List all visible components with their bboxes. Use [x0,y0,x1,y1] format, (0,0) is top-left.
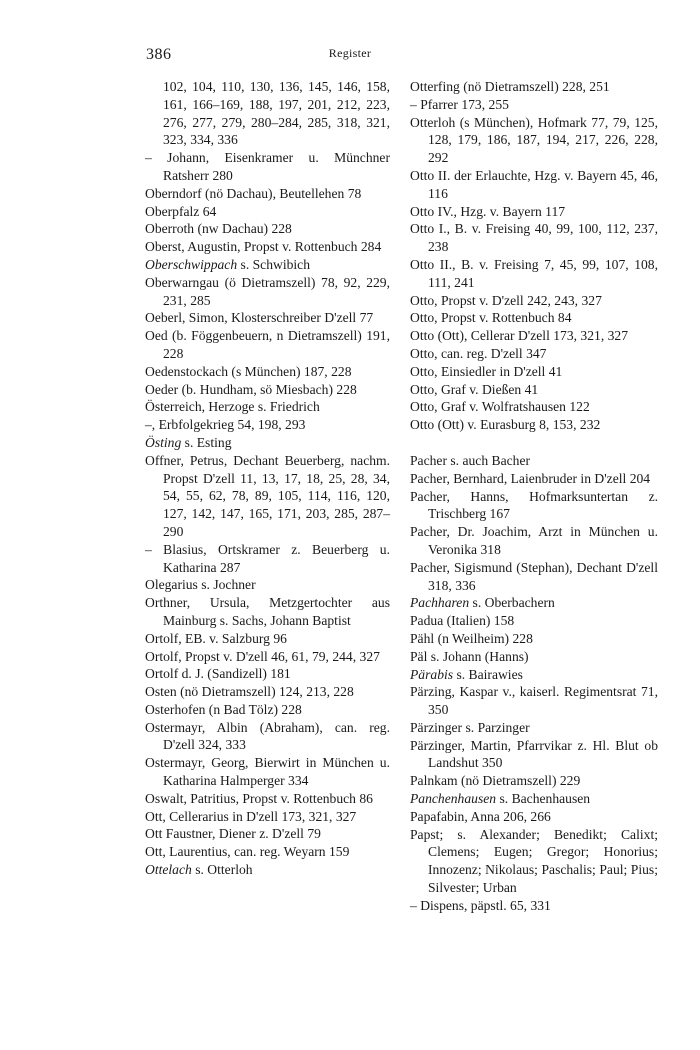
index-entry: Padua (Italien) 158 [410,613,515,629]
index-entry: Oberwarngau (ö Dietramszell) 78, 92, 229, 231, 285 [145,274,390,308]
index-entry: Ott, Cellerarius in D'zell 173, 321, 327 [145,808,357,824]
index-entry: Otto IV., Hzg. v. Bayern 117 [410,203,566,219]
index-entry: Ostermayr, Albin (Abraham), can. reg. D'zell 324, 333 [145,719,390,753]
index-entry: Oswalt, Patritius, Propst v. Rottenbuch 86 [145,790,373,806]
index-entry: Papafabin, Anna 206, 266 [410,808,551,824]
index-reference: s. Schwibich [237,256,310,272]
index-entry: Ortolf d. J. (Sandizell) 181 [145,666,291,682]
index-lemma: Pachharen [410,595,470,611]
index-entry: Otto, Propst v. Rottenbuch 84 [410,310,572,326]
index-reference: s. Esting [181,434,232,450]
index-entry: Osten (nö Dietramszell) 124, 213, 228 [145,684,354,700]
index-entry: Ortolf, Propst v. D'zell 46, 61, 79, 244, 327 [145,648,380,664]
index-entry: Ott Faustner, Diener z. D'zell 79 [145,826,321,842]
index-entry: Palnkam (nö Dietramszell) 229 [410,773,581,789]
index-entry: Oed (b. Föggenbeuern, n Dietramszell) 191, 228 [145,328,390,361]
index-entry [145,434,390,452]
index-entry: Otto II., B. v. Freising 7, 45, 99, 107, 108, 111, 241 [410,256,658,290]
index-entry: Pärzinger, Martin, Pfarrvikar z. Hl. Blut ob Landshut 350 [410,737,658,771]
index-entry: Ortolf, EB. v. Salzburg 96 [145,630,287,646]
index-entry: Otterfing (nö Dietramszell) 228, 251 [410,79,610,94]
index-entry: Österreich, Herzoge s. Friedrich [145,399,320,415]
index-entry: Pacher, Sigismund (Stephan), Dechant D'zell 318, 336 [410,559,658,593]
index-entry [145,861,390,879]
index-entry: Pacher, Dr. Joachim, Arzt in München u. Veronika 318 [410,524,658,557]
index-lemma: Panchenhausen [410,791,497,807]
index-entry: Pacher, Bernhard, Laienbruder in D'zell 204 [410,470,651,486]
index-entry [410,666,658,684]
index-entry: Otto, can. reg. D'zell 347 [410,345,547,361]
index-entry: Pärzing, Kaspar v., kaiserl. Regimentsrat 71, 350 [410,684,658,718]
index-reference: s. Bairawies [453,666,523,682]
index-entry: –, Erbfolgekrieg 54, 198, 293 [145,417,306,433]
index-entry [145,256,390,274]
index-entry: Pacher s. auch Bacher [410,452,531,468]
index-entry [410,594,658,612]
index-entry: Otto, Graf v. Dießen 41 [410,381,539,397]
index-entry: Pähl (n Weilheim) 228 [410,630,533,646]
index-entry: Otto (Ott) v. Eurasburg 8, 153, 232 [410,417,601,433]
index-entry: Ostermayr, Georg, Bierwirt in München u. Katharina Halmperger 334 [145,755,390,789]
index-entry: Oeberl, Simon, Klosterschreiber D'zell 77 [145,310,374,326]
index-lemma: Östing [145,434,182,450]
index-reference: s. Bachenhausen [496,791,591,807]
index-reference: s. Oberbachern [469,595,555,611]
page-number: 386 [146,46,172,63]
index-entry: Otto II. der Erlauchte, Hzg. v. Bayern 45, 46, 116 [410,167,658,201]
index-column-left [145,78,390,879]
index-column-right [410,78,658,915]
index-entry: Otto I., B. v. Freising 40, 99, 100, 112, 237, 238 [410,221,658,255]
index-entry: Pacher, Hanns, Hofmarksuntertan z. Trischberg 167 [410,488,658,522]
index-entry: Otto, Einsiedler in D'zell 41 [410,363,563,379]
index-entry: Oberpfalz 64 [145,203,217,219]
index-entry: Osterhofen (n Bad Tölz) 228 [145,701,302,717]
index-entry: Oberroth (nw Dachau) 228 [145,221,292,237]
index-entry: Pärzinger s. Parzinger [410,719,530,735]
index-entry: Oeder (b. Hundham, sö Miesbach) 228 [145,381,357,397]
index-entry: Ott, Laurentius, can. reg. Weyarn 159 [145,844,350,860]
index-lemma: Oberschwippach [145,256,238,272]
index-entry: Otterloh (s München), Hofmark 77, 79, 125, 128, 179, 186, 187, 194, 217, 226, 228, 292 [410,114,658,166]
index-entry: Oberndorf (nö Dachau), Beutellehen 78 [145,185,362,201]
index-entry: Otto (Ott), Cellerar D'zell 173, 321, 327 [410,328,629,344]
index-entry: Oedenstockach (s München) 187, 228 [145,363,352,379]
index-entry: Oberst, Augustin, Propst v. Rottenbuch 284 [145,239,382,255]
index-entry: Papst; s. Alexander; Benedikt; Calixt; Clemens; Eugen; Gregor; Honorius; Innozenz; Nikolaus; Paschalis; Paul; Pius; Silvester; Urban [410,826,658,896]
index-entry: Otto, Propst v. D'zell 242, 243, 327 [410,292,602,308]
index-entry: Orthner, Ursula, Metzgertochter aus Mainburg s. Sachs, Johann Baptist [145,595,390,628]
index-lemma: Pärabis [410,666,454,682]
index-entry: Olegarius s. Jochner [145,577,256,593]
index-entry: 102, 104, 110, 130, 136, 145, 146, 158, 161, 166–169, 188, 197, 201, 212, 223, 276, 277, 279, 280–284, 285, 318, 321, 323, 334, 336 [163,79,390,148]
index-entry: Otto, Graf v. Wolfratshausen 122 [410,399,590,415]
index-entry: – Johann, Eisenkramer u. Münchner Ratsherr 280 [145,150,390,183]
index-entry: Offner, Petrus, Dechant Beuerberg, nachm. Propst D'zell 11, 13, 17, 18, 25, 28, 34, 54, 55, 62, 78, 89, 105, 114, 116, 120, 127, 142, 147, 165, 171, 203, 285, 287–290 [145,452,390,539]
index-entry: – Blasius, Ortskramer z. Beuerberg u. Katharina 287 [145,541,390,575]
index-entry: – Pfarrer 173, 255 [410,96,509,112]
running-head: Register [328,46,372,60]
index-reference: s. Otterloh [191,862,253,878]
index-entry [410,790,658,808]
index-entry: Päl s. Johann (Hanns) [410,648,529,664]
index-entry: – Dispens, päpstl. 65, 331 [410,897,551,913]
index-lemma: Ottelach [145,862,192,878]
